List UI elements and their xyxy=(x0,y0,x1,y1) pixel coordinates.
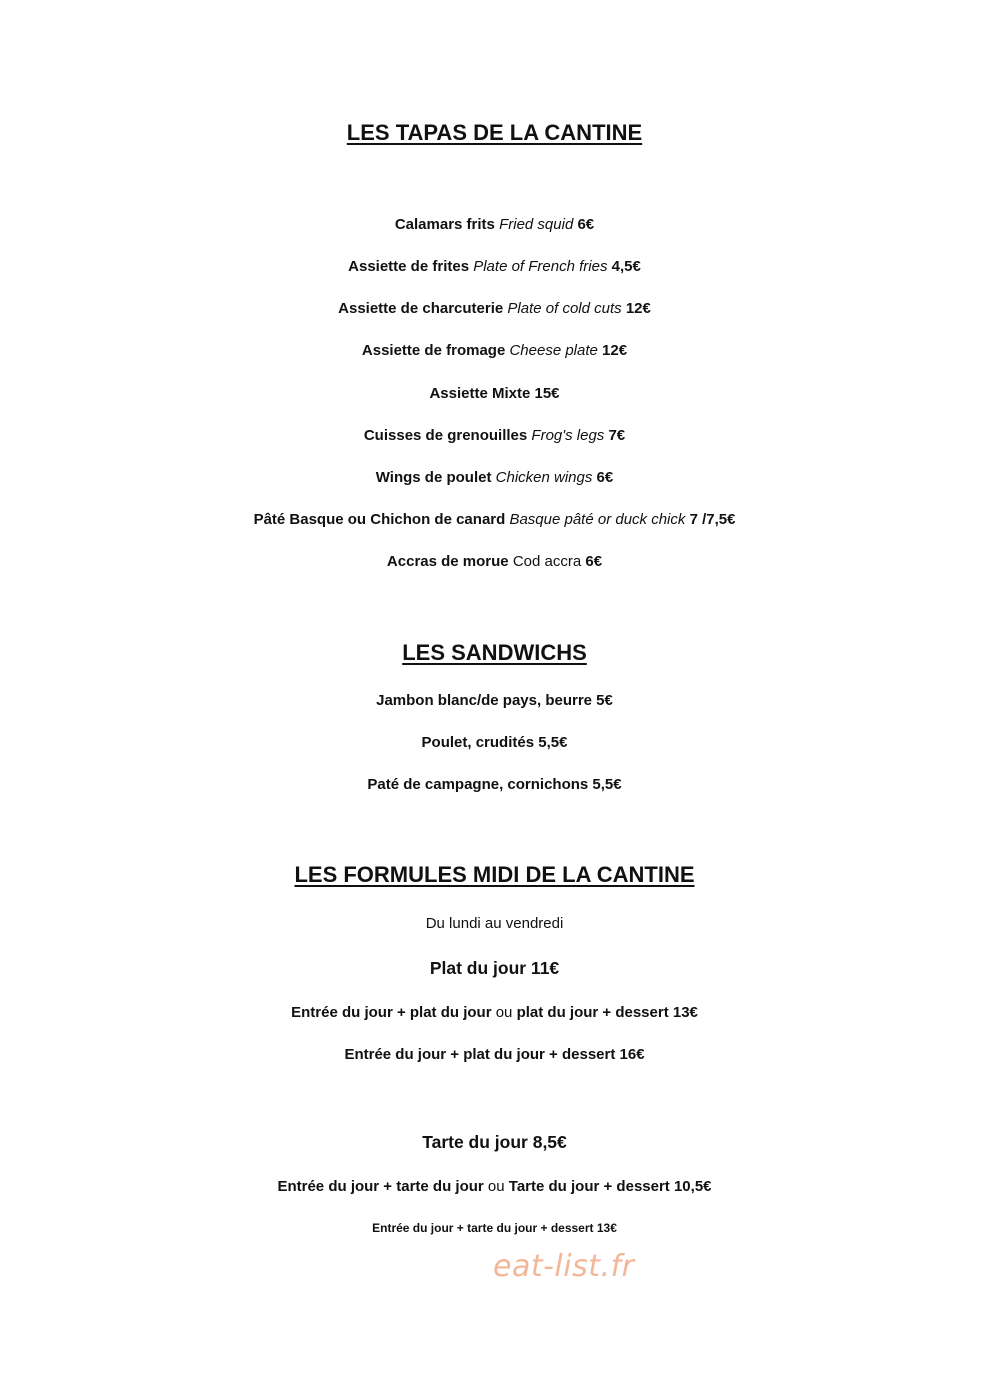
item-name: Accras de morue xyxy=(386,553,509,570)
item-price: 6€ xyxy=(585,553,603,570)
sandwich-item-poulet xyxy=(0,734,989,752)
formula-part: Entrée du jour + plat du jour xyxy=(291,1004,492,1021)
item-name: Assiette de fromage xyxy=(361,342,506,359)
tapas-item-pate-basque xyxy=(0,511,989,529)
plat-option-2: Entrée du jour + plat du jour + dessert 16€ xyxy=(344,1046,645,1063)
tapas-item-accras xyxy=(0,553,989,571)
item-price: 12€ xyxy=(602,342,628,359)
item-price: 7 /7,5€ xyxy=(689,511,736,528)
plat-du-jour-title: Plat du jour 11€ xyxy=(429,958,560,978)
tapas-item-fromage xyxy=(0,342,989,360)
watermark: eat-list.fr xyxy=(493,1249,635,1284)
item-price: 12€ xyxy=(625,300,651,317)
plat-option-1 xyxy=(0,1004,989,1022)
item-price: 6€ xyxy=(596,469,614,486)
formula-part: Tarte du jour + dessert 10,5€ xyxy=(508,1178,712,1195)
item-price: 7€ xyxy=(608,427,626,444)
item-english: Cheese plate xyxy=(509,342,598,359)
formula-part: Entrée du jour + tarte du jour xyxy=(277,1178,484,1195)
tarte-option-1 xyxy=(0,1178,989,1196)
item-name: Assiette de charcuterie xyxy=(338,300,504,317)
tapas-item-wings xyxy=(0,469,989,487)
item-name: Pâté Basque ou Chichon de canard xyxy=(253,511,506,528)
tapas-item-calamars xyxy=(0,216,989,234)
item-name: Jambon blanc/de pays, beurre 5€ xyxy=(376,692,613,709)
item-price: 4,5€ xyxy=(611,258,641,275)
item-english: Cod accra xyxy=(512,553,582,570)
formula-conjunction: ou xyxy=(487,1178,505,1195)
item-name: Paté de campagne, cornichons 5,5€ xyxy=(367,776,622,793)
tapas-heading: LES TAPAS DE LA CANTINE xyxy=(346,120,643,145)
tapas-item-mixte xyxy=(0,385,989,403)
item-english: Chicken wings xyxy=(495,469,593,486)
formules-subtitle: Du lundi au vendredi xyxy=(425,915,564,932)
item-name: Assiette Mixte xyxy=(429,385,531,402)
sandwich-item-pate xyxy=(0,776,989,794)
item-english: Basque pâté or duck chick xyxy=(509,511,686,528)
item-price: 6€ xyxy=(577,216,595,233)
tapas-item-charcuterie xyxy=(0,300,989,318)
item-price: 15€ xyxy=(534,385,560,402)
item-name: Wings de poulet xyxy=(375,469,492,486)
formules-heading: LES FORMULES MIDI DE LA CANTINE xyxy=(294,862,695,887)
item-english: Fried squid xyxy=(499,216,574,233)
item-name: Assiette de frites xyxy=(348,258,470,275)
item-english: Plate of French fries xyxy=(473,258,608,275)
item-name: Calamars frits xyxy=(394,216,495,233)
tarte-option-2: Entrée du jour + tarte du jour + dessert 13€ xyxy=(372,1221,617,1235)
sandwich-item-jambon xyxy=(0,692,989,710)
formula-conjunction: ou xyxy=(495,1004,513,1021)
sandwichs-heading: LES SANDWICHS xyxy=(402,640,587,665)
item-english: Plate of cold cuts xyxy=(507,300,622,317)
item-name: Poulet, crudités 5,5€ xyxy=(421,734,568,751)
item-name: Cuisses de grenouilles xyxy=(363,427,528,444)
item-english: Frog's legs xyxy=(531,427,605,444)
tarte-du-jour-title: Tarte du jour 8,5€ xyxy=(422,1132,567,1152)
tapas-item-grenouilles xyxy=(0,427,989,445)
formula-part: plat du jour + dessert 13€ xyxy=(516,1004,698,1021)
tapas-item-frites xyxy=(0,258,989,276)
